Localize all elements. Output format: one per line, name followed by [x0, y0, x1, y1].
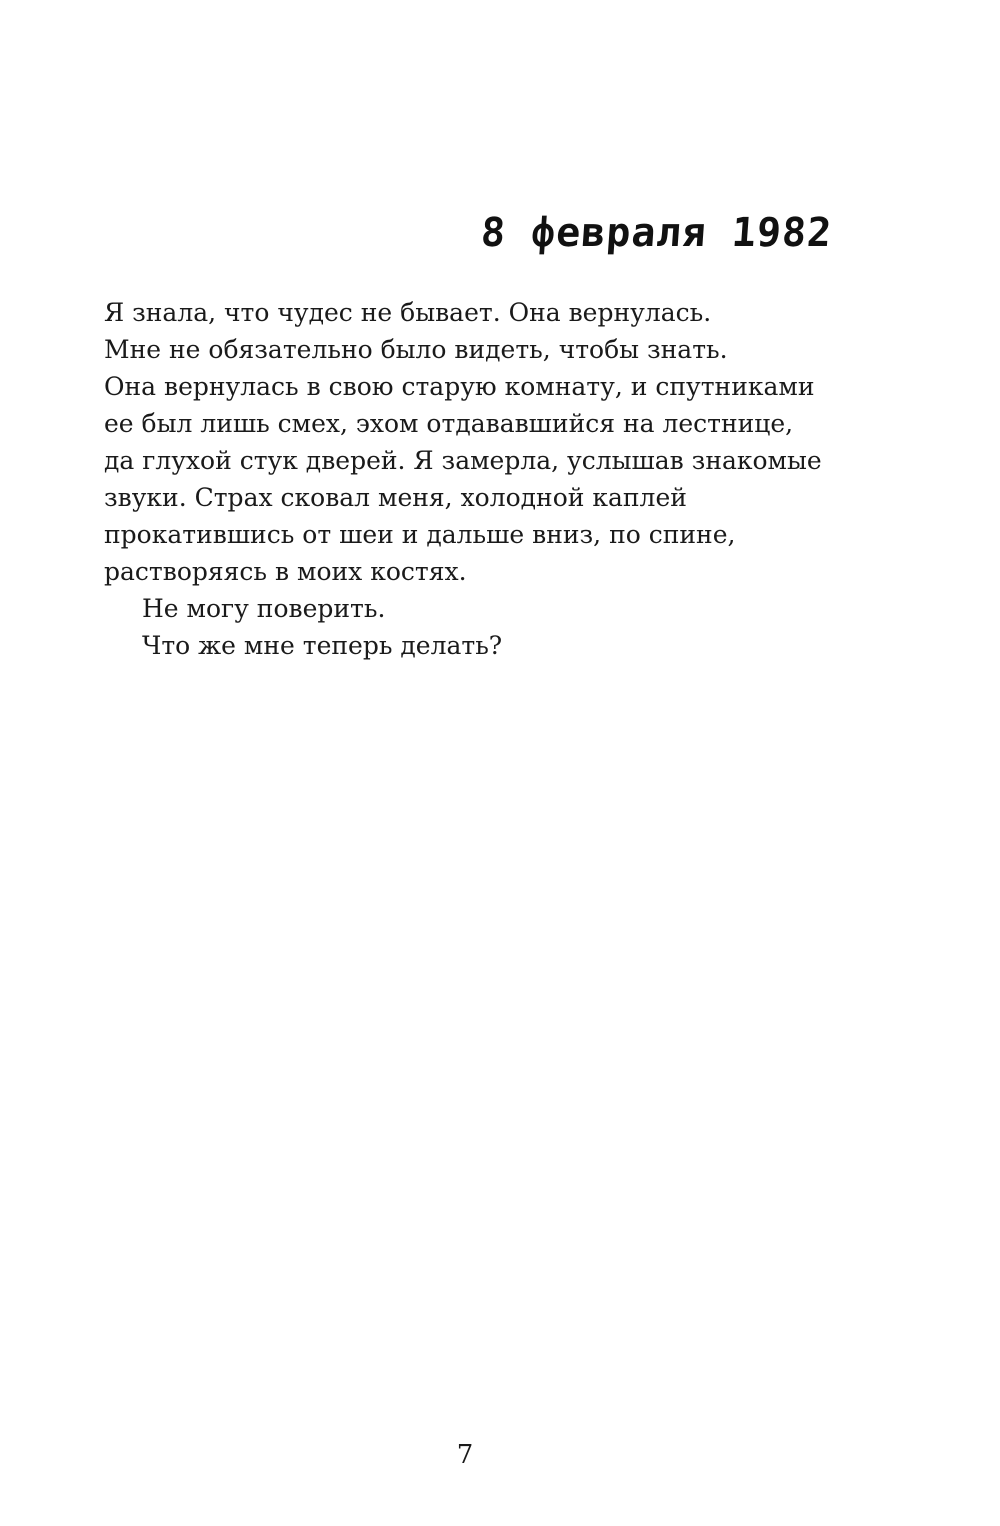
text-line: Мне не обязательно было видеть, чтобы знать. [104, 335, 728, 364]
body-text [104, 294, 864, 664]
text-line: да глухой стук дверей. Я замерла, услышав знакомые [104, 446, 822, 475]
text-line: растворяясь в моих костях. [104, 557, 467, 586]
text-line: ее был лишь смех, эхом отдававшийся на лестнице, [104, 409, 794, 438]
text-line: звуки. Страх сковал меня, холодной каплей [104, 483, 687, 512]
text-line: Что же мне теперь делать? [142, 631, 503, 660]
text-line: Не могу поверить. [142, 594, 386, 623]
page-number: 7 [456, 1440, 474, 1470]
text-line: прокатившись от шеи и дальше вниз, по спине, [104, 520, 736, 549]
text-line: Она вернулась в свою старую комнату, и спутниками [104, 372, 815, 401]
date-heading: 8 февраля 1982 [479, 210, 834, 256]
text-line: Я знала, что чудес не бывает. Она вернулась. [104, 298, 712, 327]
